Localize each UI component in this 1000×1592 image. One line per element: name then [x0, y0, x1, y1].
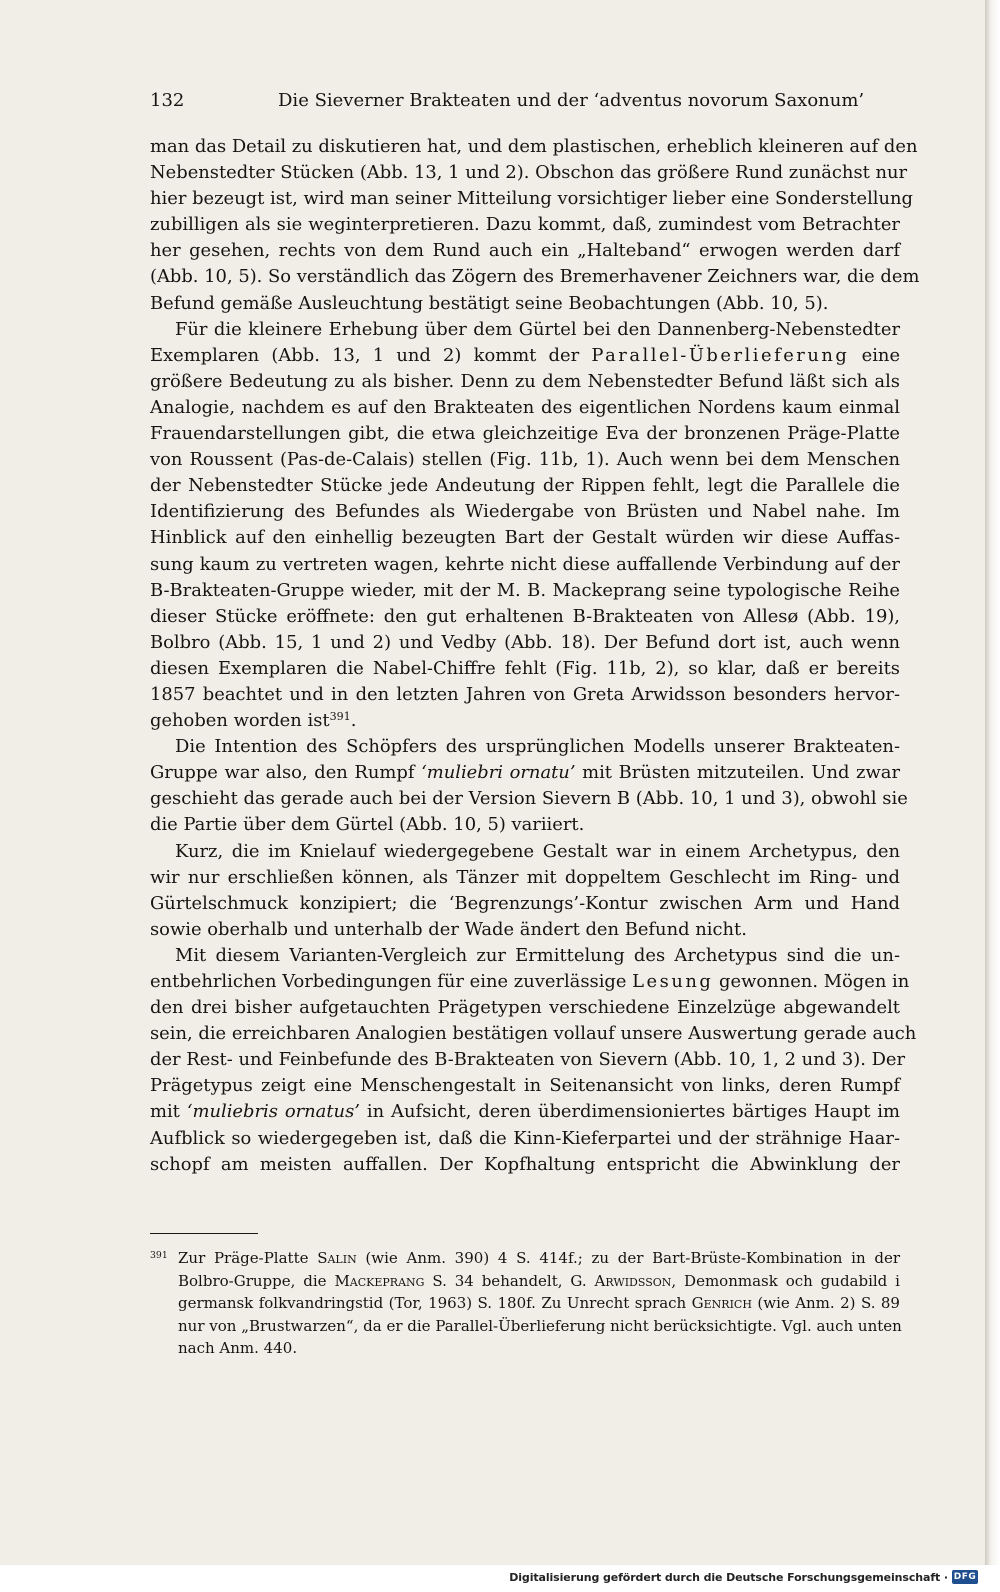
text-line: diesen Exemplaren die Nabel-Chiffre fehlt (Fig. 11b, 2), so klar, daß er bereits	[150, 657, 900, 679]
text-line: Mit diesem Varianten-Vergleich zur Ermittelung des Archetypus sind die un-	[175, 944, 900, 966]
text-line: sein, die erreichbaren Analogien bestätigen vollauf unsere Auswertung gerade auch	[150, 1023, 917, 1045]
digitization-footer	[0, 1565, 1000, 1592]
footnote-line: Bolbro-Gruppe, die Mackeprang S. 34 behandelt, G. Arwidsson, Demonmask och gudabild i	[178, 1271, 900, 1290]
text-line: den drei bisher aufgetauchten Prägetypen verschiedene Einzelzüge abgewandelt	[150, 997, 900, 1019]
text-line: Gruppe war also, den Rumpf ‘muliebri ornatu’ mit Brüsten mitzuteilen. Und zwar	[150, 762, 900, 784]
text-line: sung kaum zu vertreten wagen, kehrte nicht diese auffallende Verbindung auf der	[150, 553, 900, 575]
text-line: zubilligen als sie weginterpretieren. Dazu kommt, daß, zumindest vom Betrachter	[150, 214, 900, 236]
text-line: Aufblick so wiedergegeben ist, daß die Kinn-Kieferpartei und der strähnige Haar-	[150, 1127, 900, 1149]
footnote-divider	[150, 1233, 258, 1234]
text-line: mit ‘muliebris ornatus’ in Aufsicht, deren überdimensioniertes bärtiges Haupt im	[150, 1101, 900, 1123]
text-line: B-Brakteaten-Gruppe wieder, mit der M. B. Mackeprang seine typologische Reihe	[150, 579, 900, 601]
text-line: entbehrlichen Vorbedingungen für eine zuverlässige Lesung gewonnen. Mögen in	[150, 971, 910, 992]
text-line: sowie oberhalb und unterhalb der Wade ändert den Befund nicht.	[150, 918, 747, 940]
text-line: Für die kleinere Erhebung über dem Gürtel bei den Dannenberg-Nebenstedter	[175, 318, 900, 340]
text-line: größere Bedeutung zu als bisher. Denn zu dem Nebenstedter Befund läßt sich als	[150, 370, 900, 392]
footnote	[150, 1247, 900, 1360]
page-number: 132	[150, 90, 185, 111]
text-line: Frauendarstellungen gibt, die etwa gleichzeitige Eva der bronzenen Präge-Platte	[150, 423, 900, 445]
running-title: Die Sieverner Brakteaten und der ‘adventus novorum Saxonum’	[278, 90, 865, 111]
text-line: der Rest- und Feinbefunde des B-Brakteaten von Sievern (Abb. 10, 1, 2 und 3). Der	[150, 1049, 906, 1071]
footnote-line: nach Anm. 440.	[178, 1339, 298, 1358]
text-line: wir nur erschließen können, als Tänzer mit doppeltem Geschlecht im Ring- und	[150, 866, 900, 888]
italic-quote: ‘muliebri ornatu’	[421, 762, 576, 784]
text-line: Kurz, die im Knielauf wiedergegebene Gestalt war in einem Archetypus, den	[175, 840, 900, 862]
text-line: Identifizierung des Befundes als Wiedergabe von Brüsten und Nabel nahe. Im	[150, 501, 900, 523]
text-line: Exemplaren (Abb. 13, 1 und 2) kommt der Parallel-Überlieferung eine	[150, 344, 901, 366]
text-line: Analogie, nachdem es auf den Brakteaten des eigentlichen Nordens kaum einmal	[150, 396, 900, 418]
spaced-emphasis: Lesung	[632, 971, 714, 992]
text-line: schopf am meisten auffallen. Der Kopfhaltung entspricht die Abwinklung der	[150, 1153, 900, 1175]
italic-quote: ‘muliebris ornatus’	[186, 1101, 360, 1123]
text-line: dieser Stücke eröffnete: den gut erhaltenen B-Brakteaten von Allesø (Abb. 19),	[150, 605, 900, 627]
page-edge	[985, 0, 1000, 1565]
text-line: 1857 beachtet und in den letzten Jahren von Greta Arwidsson besonders hervor-	[150, 683, 900, 705]
text-line: Gürtelschmuck konzipiert; die ‘Begrenzungs’-Kontur zwischen Arm und Hand	[150, 892, 900, 914]
footnote-line: nur von „Brustwarzen“, da er die Parallel-Überlieferung nicht berücksichtigte. Vgl. auch unten	[178, 1316, 902, 1335]
text-line: Prägetypus zeigt eine Menschengestalt in Seitenansicht von links, deren Rumpf	[150, 1075, 900, 1097]
footnote-line: germansk folkvandringstid (Tor, 1963) S. 180f. Zu Unrecht sprach Genrich (wie Anm. 2) S. 89	[178, 1294, 900, 1313]
footnote-ref[interactable]: 391	[329, 709, 351, 723]
digitization-credit: Digitalisierung gefördert durch die Deutsche Forschungsgemeinschaft ·	[509, 1571, 948, 1584]
page-header	[150, 86, 900, 116]
text-line: Die Intention des Schöpfers des ursprünglichen Modells unserer Brakteaten-	[175, 736, 900, 758]
text-line: Befund gemäße Ausleuchtung bestätigt seine Beobachtungen (Abb. 10, 5).	[150, 292, 829, 314]
text-line: geschieht das gerade auch bei der Version Sievern B (Abb. 10, 1 und 3), obwohl sie	[150, 788, 908, 810]
spaced-emphasis: Parallel-Überlieferung	[591, 344, 850, 366]
text-line: die Partie über dem Gürtel (Abb. 10, 5) variiert.	[150, 814, 585, 836]
text-line: Bolbro (Abb. 15, 1 und 2) und Vedby (Abb. 18). Der Befund dort ist, auch wenn	[150, 631, 900, 653]
dfg-logo-icon: DFG	[953, 1572, 977, 1582]
text-line: her gesehen, rechts von dem Rund auch ein „Halteband“ erwogen werden darf	[150, 240, 900, 262]
text-line: Hinblick auf den einhellig bezeugten Bart der Gestalt würden wir diese Auffas-	[150, 527, 900, 549]
main-text	[150, 134, 920, 1178]
text-line: von Roussent (Pas-de-Calais) stellen (Fig. 11b, 1). Auch wenn bei dem Menschen	[150, 449, 900, 471]
text-line: gehoben worden ist$^{391}$.	[150, 709, 357, 732]
footnote-line: 391 Zur Präge-Platte Salin (wie Anm. 390) 4 S. 414f.; zu der Bart-Brüste-Kombination in der	[150, 1249, 900, 1267]
text-line: hier bezeugt ist, wird man seiner Mitteilung vorsichtiger lieber eine Sonderstellung	[150, 188, 914, 210]
text-line: man das Detail zu diskutieren hat, und dem plastischen, erheblich kleineren auf den	[150, 136, 918, 157]
text-line: Nebenstedter Stücken (Abb. 13, 1 und 2). Obschon das größere Rund zunächst nur	[150, 162, 908, 184]
text-line: (Abb. 10, 5). So verständlich das Zögern des Bremerhavener Zeichners war, die dem	[150, 266, 920, 288]
text-line: der Nebenstedter Stücke jede Andeutung der Rippen fehlt, legt die Parallele die	[150, 475, 900, 497]
